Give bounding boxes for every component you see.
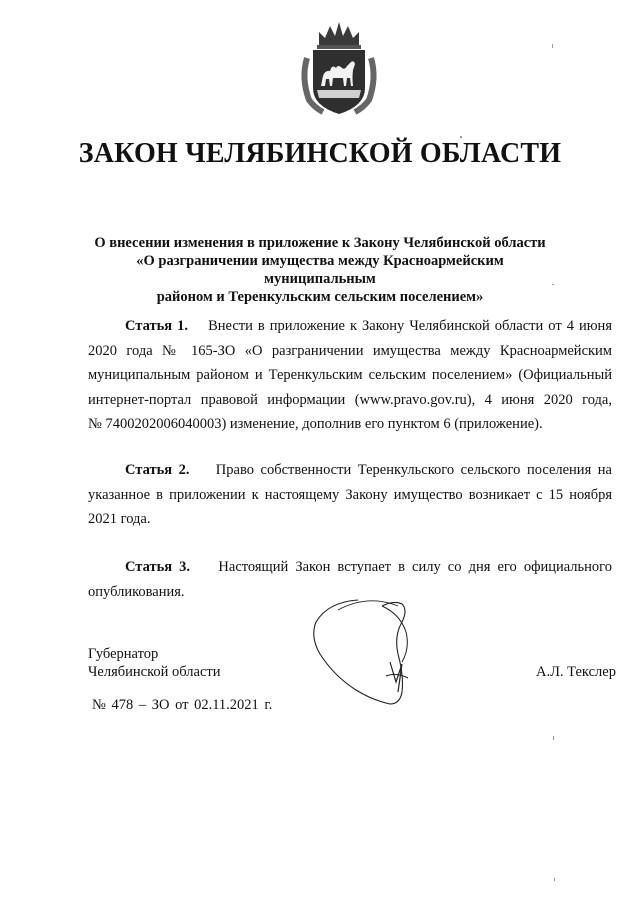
signatory-name: А.Л. Текслер <box>536 664 616 680</box>
signatory-position-line: Челябинской области <box>88 664 221 680</box>
article-text: Настоящий Закон вступает в силу со дня его официального <box>218 559 613 575</box>
article-line: № 7400202006040003) изменение, дополнив его пунктом 6 (приложение). <box>88 416 543 432</box>
article-line <box>88 555 612 580</box>
signatory-position-line: Губернатор <box>88 646 159 662</box>
law-number: № 478 – ЗО от 02.11.2021 г. <box>92 697 273 713</box>
article-text: Право собственности Теренкульского сельского поселения на <box>215 462 612 478</box>
handwritten-signature <box>298 592 428 714</box>
coat-of-arms-emblem <box>297 18 381 118</box>
law-subtitle <box>80 234 560 306</box>
article-label: Статья 3. <box>125 559 191 575</box>
scan-speck <box>552 44 553 48</box>
article-line <box>88 458 612 483</box>
subtitle-line: районом и Теренкульским сельским поселением» <box>156 289 484 305</box>
article-line: 2021 года. <box>88 511 151 527</box>
article-text: Внести в приложение к Закону Челябинской области от 4 июня <box>208 318 612 334</box>
article-line: опубликования. <box>88 583 185 600</box>
signatory-position <box>88 645 221 681</box>
subtitle-line: «О разграничении имущества между Красноармейским муниципальным <box>136 253 504 287</box>
subtitle-line: О внесении изменения в приложение к Закону Челябинской области <box>94 235 546 251</box>
scan-speck <box>553 736 554 740</box>
article-line: интернет-портал правовой информации (www.pravo.gov.ru), 4 июня 2020 года, <box>88 391 612 408</box>
article-line: указанное в приложении к настоящему Закону имущество возникает с 15 ноября <box>88 486 612 503</box>
article-line: муниципальным районом и Теренкульским сельским поселением» (Официальный <box>88 367 612 383</box>
scan-speck <box>552 284 554 285</box>
article-1 <box>88 314 612 437</box>
scan-speck <box>554 878 555 881</box>
article-2 <box>88 458 612 532</box>
article-line <box>88 314 612 339</box>
scan-speck <box>460 136 462 138</box>
article-label: Статья 1. <box>125 318 188 334</box>
article-label: Статья 2. <box>125 462 190 478</box>
article-line: 2020 года № 165-ЗО «О разграничении имущества между Красноармейским <box>88 342 612 359</box>
law-title: ЗАКОН ЧЕЛЯБИНСКОЙ ОБЛАСТИ <box>78 138 562 169</box>
